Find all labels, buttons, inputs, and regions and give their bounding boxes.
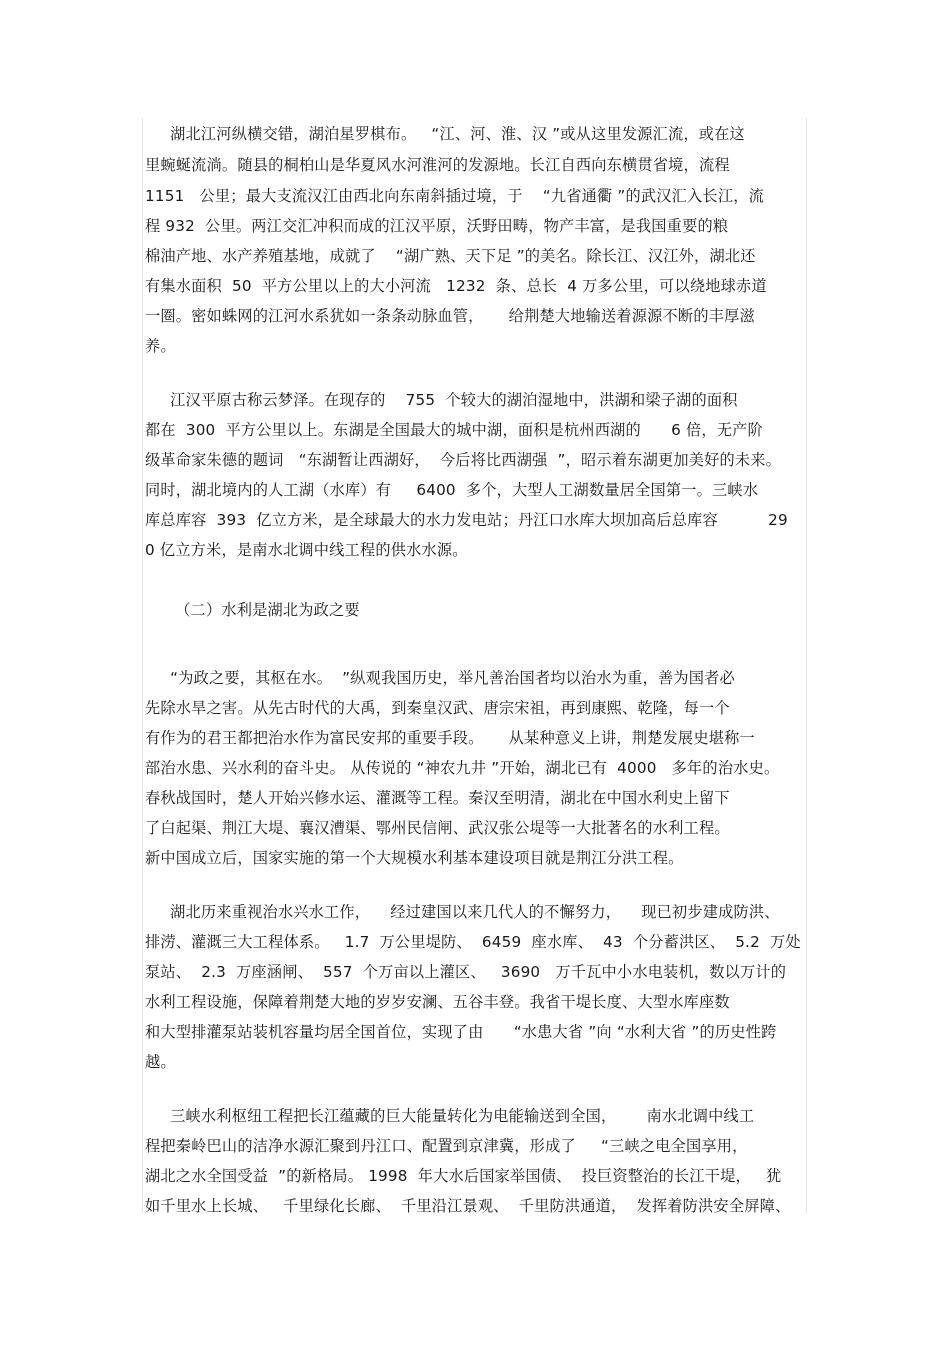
text-line: 了白起渠、荆江大堤、襄汉漕渠、鄂州民信闸、武汉张公堤等一大批著名的水利工程。 [145,819,730,837]
text-line: 一圈。密如蛛网的江河水系犹如一条条动脉血管， 给荆楚大地输送着源源不断的丰厚滋 [145,307,755,325]
text-line: 先除水旱之害。从先古时代的大禹，到秦皇汉武、唐宗宋祖，再到康熙、乾隆，每一个 [145,699,730,717]
section-heading: （二）水利是湖北为政之要 [145,601,360,619]
text-line: 江汉平原古称云梦泽。在现存的 755 个较大的湖泊湿地中，洪湖和梁子湖的面积 [145,391,738,409]
page-left-border [142,118,143,1213]
text-line: 湖北历来重视治水兴水工作， 经过建国以来几代人的不懈努力， 现已初步建成防洪、 [145,903,780,921]
text-line: 库总库容 393 亿立方米，是全球最大的水力发电站；丹江口水库大坝加高后总库容 29 [145,511,788,529]
text-line: 有集水面积 50 平方公里以上的大小河流 1232 条、总长 4 万多公里，可以绕地球赤道 [145,277,767,295]
text-line: 都在 300 平方公里以上。东湖是全国最大的城中湖，面积是杭州西湖的 6 倍，无产阶 [145,421,763,439]
text-line: 棉油产地、水产养殖基地，成就了 “湖广熟、天下足 ”的美名。除长江、汉江外，湖北还 [145,247,756,265]
text-line: 春秋战国时，楚人开始兴修水运、灌溉等工程。秦汉至明清，湖北在中国水利史上留下 [145,789,730,807]
text-line: 1151 公里；最大支流汉江由西北向东南斜插过境，于 “九省通衢 ”的武汉汇入长江，流 [145,187,764,205]
text-line: 0 亿立方米，是南水北调中线工程的供水水源。 [145,541,468,559]
text-line: 湖北之水全国受益 ”的新格局。 1998 年大水后国家举国债、 投巨资整治的长江干堤， 犹 [145,1167,782,1185]
text-line: 泵站、 2.3 万座涵闸、 557 个万亩以上灌区、 3690 万千瓦中小水电装机，数以万计的 [145,963,787,981]
text-line: 新中国成立后，国家实施的第一个大规模水利基本建设项目就是荆江分洪工程。 [145,849,684,867]
text-line: 级革命家朱德的题词 “东湖暂让西湖好， 今后将比西湖强 ”，昭示着东湖更加美好的未来。 [145,451,782,469]
text-line: 水利工程设施，保障着荆楚大地的岁岁安澜、五谷丰登。我省干堤长度、大型水库座数 [145,993,730,1011]
text-line: 同时，湖北境内的人工湖（水库）有 6400 多个，大型人工湖数量居全国第一。三峡水 [145,481,759,499]
text-line: 养。 [145,337,176,355]
text-line: 里蜿蜒流淌。随县的桐柏山是华夏风水河淮河的发源地。长江自西向东横贯省境，流程 [145,156,730,174]
text-line: 程把秦岭巴山的洁净水源汇聚到丹江口、配置到京津冀，形成了 “三峡之电全国享用， [145,1137,748,1155]
text-line: 如千里水上长城、 千里绿化长廊、 千里沿江景观、 千里防洪通道， 发挥着防洪安全屏障、 [145,1197,791,1215]
text-line: 排涝、灌溉三大工程体系。 1.7 万公里堤防、 6459 座水库、 43 个分蓄洪区、 5.2 万处 [145,933,801,951]
text-line: “为政之要，其枢在水。 ”纵观我国历史，举凡善治国者均以治水为重，善为国者必 [145,669,735,687]
text-line: 有作为的君王都把治水作为富民安邦的重要手段。 从某种意义上讲，荆楚发展史堪称一 [145,729,755,747]
text-line: 部治水患、兴水利的奋斗史。 从传说的 “神农九井 ”开始，湖北已有 4000 多年的治水史。 [145,759,780,777]
text-line: 湖北江河纵横交错，湖泊星罗棋布。 “江、河、淮、汉 ”或从这里发源汇流，或在这 [145,125,745,143]
text-line: 越。 [145,1053,176,1071]
text-line: 和大型排灌泵站装机容量均居全国首位，实现了由 “水患大省 ”向 “水利大省 ”的历史性跨 [145,1023,777,1041]
text-line: 程 932 公里。两江交汇冲积而成的江汉平原，沃野田畴，物产丰富，是我国重要的粮 [145,217,729,235]
text-line: 三峡水利枢纽工程把长江蕴藏的巨大能量转化为电能输送到全国， 南水北调中线工 [145,1107,755,1125]
